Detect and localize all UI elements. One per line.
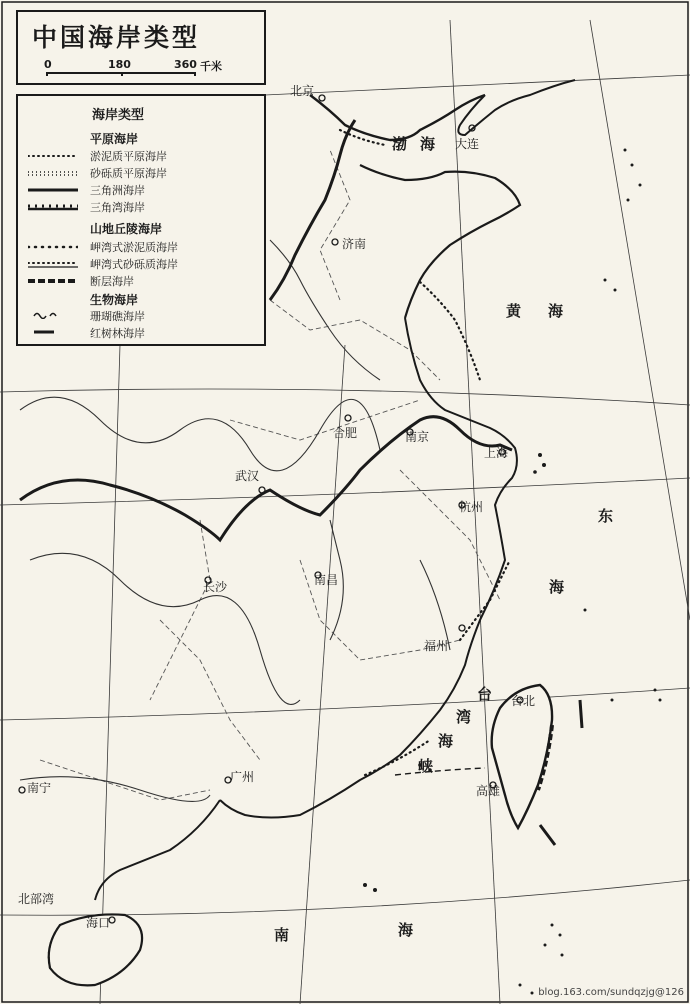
legend-item-silt-plain: 淤泥质平原海岸 — [90, 150, 167, 163]
label-nanchang: 南昌 — [314, 573, 339, 587]
sea-strait-2: 湾 — [456, 708, 472, 726]
sea-huanghai-1: 黄 — [506, 302, 522, 320]
sea-huanghai-2: 海 — [548, 302, 564, 320]
sea-strait-3: 海 — [438, 732, 454, 750]
sea-donghai-1: 东 — [598, 507, 614, 525]
label-wuhan: 武汉 — [235, 469, 260, 483]
legend-symbol-silt-plain — [28, 152, 78, 160]
graticule-lat-1 — [0, 389, 690, 405]
scale-tick-360: 360 — [174, 58, 197, 71]
legend-group-plain: 平原海岸 — [90, 132, 139, 146]
mainland-coast-south — [95, 800, 220, 900]
sea-bohai-2: 海 — [420, 135, 436, 153]
legend-symbol-delta — [28, 186, 78, 194]
legend-item-bay-silt: 岬湾式淤泥质海岸 — [90, 241, 178, 254]
legend-symbol-fault — [28, 277, 78, 285]
scale-tick-0: 0 — [44, 58, 52, 71]
scale-bar-mid — [121, 72, 123, 76]
legend-item-coral: 珊瑚礁海岸 — [90, 310, 145, 323]
label-nanning: 南宁 — [27, 781, 52, 795]
scale-tick-180: 180 — [108, 58, 131, 71]
label-hefei: 合肥 — [333, 426, 358, 440]
legend-symbol-coral — [28, 311, 78, 319]
label-haikou: 海口 — [86, 916, 111, 930]
graticule-lon-1 — [300, 345, 345, 1004]
label-fuzhou: 福州 — [424, 639, 449, 653]
graticule-lon-0 — [100, 345, 120, 1004]
legend-symbol-bay-gravel — [28, 260, 78, 268]
label-beibuwan: 北部湾 — [18, 892, 55, 906]
legend-item-bay-gravel: 岬湾式砂砾质海岸 — [90, 258, 178, 271]
river-xiang — [30, 553, 300, 704]
credit-watermark: blog.163.com/sundqzjg@126 — [538, 987, 684, 998]
legend-group-hill: 山地丘陵海岸 — [90, 222, 163, 236]
label-shanghai: 上海 — [484, 446, 509, 460]
sea-strait-1: 台 — [477, 685, 493, 703]
label-guangzhou: 广州 — [230, 770, 255, 784]
scale-unit: 千米 — [200, 60, 222, 73]
mainland-coast-east — [220, 318, 517, 818]
label-taibei: 台北 — [511, 694, 536, 708]
legend-symbol-gravel-plain — [28, 169, 78, 177]
title-box — [16, 10, 266, 85]
sea-nanhai-1: 南 — [274, 926, 290, 944]
graticule-lon-3 — [590, 20, 690, 620]
river-grand-canal — [270, 240, 380, 380]
label-nanjing: 南京 — [405, 430, 430, 444]
map-title: 中国海岸类型 — [32, 23, 201, 52]
legend-item-delta: 三角洲海岸 — [90, 184, 145, 197]
legend-group-bio: 生物海岸 — [90, 293, 139, 307]
label-jinan: 济南 — [342, 237, 367, 251]
taiwan-strait-marker — [395, 768, 485, 775]
legend-item-estuary: 三角湾海岸 — [90, 201, 145, 214]
river-huai — [20, 397, 380, 471]
graticule-lat-3 — [0, 688, 690, 720]
label-beijing: 北京 — [290, 84, 315, 98]
legend-item-fault: 断层海岸 — [90, 275, 134, 288]
label-dalian: 大连 — [455, 137, 480, 151]
sea-strait-4: 峡 — [418, 757, 434, 775]
legend-item-mangrove: 红树林海岸 — [90, 327, 145, 340]
liaodong-coast — [458, 80, 575, 135]
legend-item-gravel-plain: 砂砾质平原海岸 — [90, 167, 167, 180]
legend-symbol-mangrove — [28, 328, 78, 336]
river-yangtze — [20, 417, 512, 540]
label-changsha: 长沙 — [203, 580, 228, 594]
legend-symbol-estuary — [28, 203, 78, 211]
graticule-lat-0 — [265, 75, 690, 95]
sea-bohai-1: 渤 — [392, 135, 408, 153]
offshore-islands — [363, 149, 662, 995]
shandong-coast — [360, 165, 520, 318]
legend-title: 海岸类型 — [92, 108, 145, 123]
sea-nanhai-2: 海 — [398, 921, 414, 939]
river-yellow — [270, 120, 355, 300]
legend-box — [16, 94, 266, 346]
legend-symbol-bay-silt — [28, 243, 78, 251]
sea-donghai-2: 海 — [549, 578, 565, 596]
label-gaoxiong: 高雄 — [476, 784, 501, 798]
label-hangzhou: 杭州 — [459, 500, 484, 514]
